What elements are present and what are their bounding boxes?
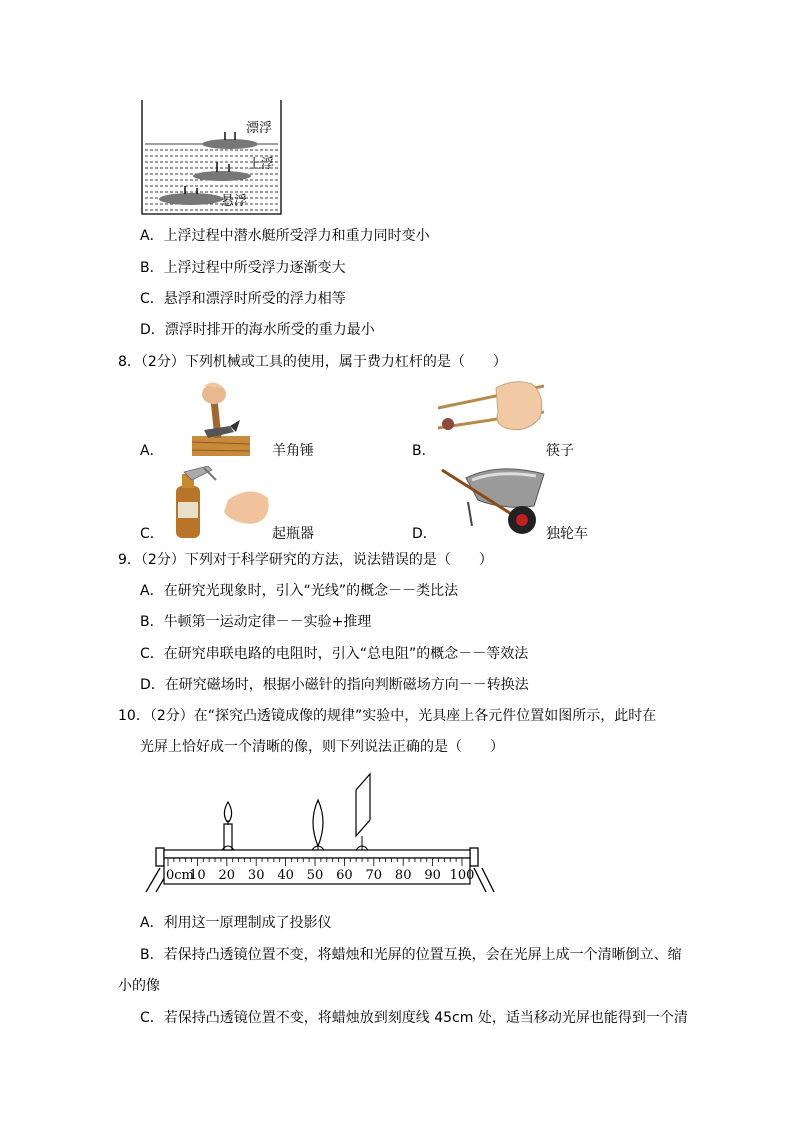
bottle-opener-image: [164, 466, 274, 538]
q10-option-b-line1: B．若保持凸透镜位置不变，将蜡烛和光屏的位置互换，会在光屏上成一个清晰倒立、缩: [140, 947, 682, 963]
q8-option-d-caption: 独轮车: [546, 526, 588, 542]
suspend-label: 悬浮: [221, 194, 248, 209]
light-screen: [356, 774, 370, 850]
q8-stem: 8．（2分）下列机械或工具的使用，属于费力杠杆的是（ ）: [118, 354, 507, 370]
q10-stem-line2: 光屏上恰好成一个清晰的像，则下列说法正确的是（ ）: [140, 739, 504, 755]
q8-option-c-caption: 起瓶器: [272, 526, 314, 542]
q9-option-a: A．在研究光现象时，引入“光线”的概念－－类比法: [140, 583, 459, 599]
q9-option-d: D．在研究磁场时，根据小磁针的指向判断磁场方向－－转换法: [140, 677, 529, 693]
q8-option-c-letter: C．: [140, 526, 164, 542]
chopsticks-image: [436, 378, 548, 438]
q7-option-b: B．上浮过程中所受浮力逐渐变大: [140, 260, 346, 276]
q10-stem-line1: 10．（2分）在“探究凸透镜成像的规律”实验中，光具座上各元件位置如图所示，此时在: [118, 708, 657, 724]
claw-hammer-image: [190, 380, 252, 458]
ruler-label: 50: [306, 868, 324, 883]
ruler-label: 10: [189, 868, 206, 883]
q7-option-a: A．上浮过程中潜水艇所受浮力和重力同时变小: [140, 228, 430, 244]
q10-option-a: A．利用这一原理制成了投影仪: [140, 915, 332, 931]
ruler-label: 40: [277, 868, 294, 883]
convex-lens: [312, 800, 324, 850]
q7-option-c: C．悬浮和漂浮时所受的浮力相等: [140, 291, 346, 307]
ruler-label: 60: [336, 868, 353, 883]
q8-option-a-letter: A．: [140, 443, 164, 459]
candle: [222, 802, 234, 850]
submarine-figure: [135, 100, 285, 218]
q10-option-b-line2: 小的像: [118, 978, 160, 994]
ruler-label: 90: [424, 868, 441, 883]
optical-bench-figure: [140, 770, 496, 896]
ruler-label: 20: [218, 868, 236, 883]
q9-stem: 9．（2分）下列对于科学研究的方法，说法错误的是（ ）: [118, 552, 493, 568]
q8-option-b-caption: 筷子: [546, 443, 574, 459]
float-label: 漂浮: [246, 121, 273, 136]
rise-label: 上浮: [248, 157, 275, 172]
q9-option-c: C．在研究串联电路的电阻时，引入“总电阻”的概念－－等效法: [140, 646, 529, 662]
ruler-label: 70: [365, 868, 383, 883]
wheelbarrow-image: [438, 460, 548, 540]
ruler-label: 0cm: [166, 868, 194, 883]
q8-option-b-letter: B．: [412, 443, 436, 459]
ruler-label: 30: [247, 868, 265, 883]
q9-option-b: B．牛顿第一运动定律－－实验+推理: [140, 614, 372, 630]
q10-option-c: C．若保持凸透镜位置不变，将蜡烛放到刻度线 45cm 处，适当移动光屏也能得到一个清: [140, 1010, 688, 1026]
q8-option-d-letter: D．: [412, 526, 437, 542]
q7-option-d: D．漂浮时排开的海水所受的重力最小: [140, 322, 375, 338]
q8-option-a-caption: 羊角锤: [272, 443, 314, 459]
ruler-label: 80: [394, 868, 412, 883]
ruler-label: 100: [449, 868, 475, 883]
